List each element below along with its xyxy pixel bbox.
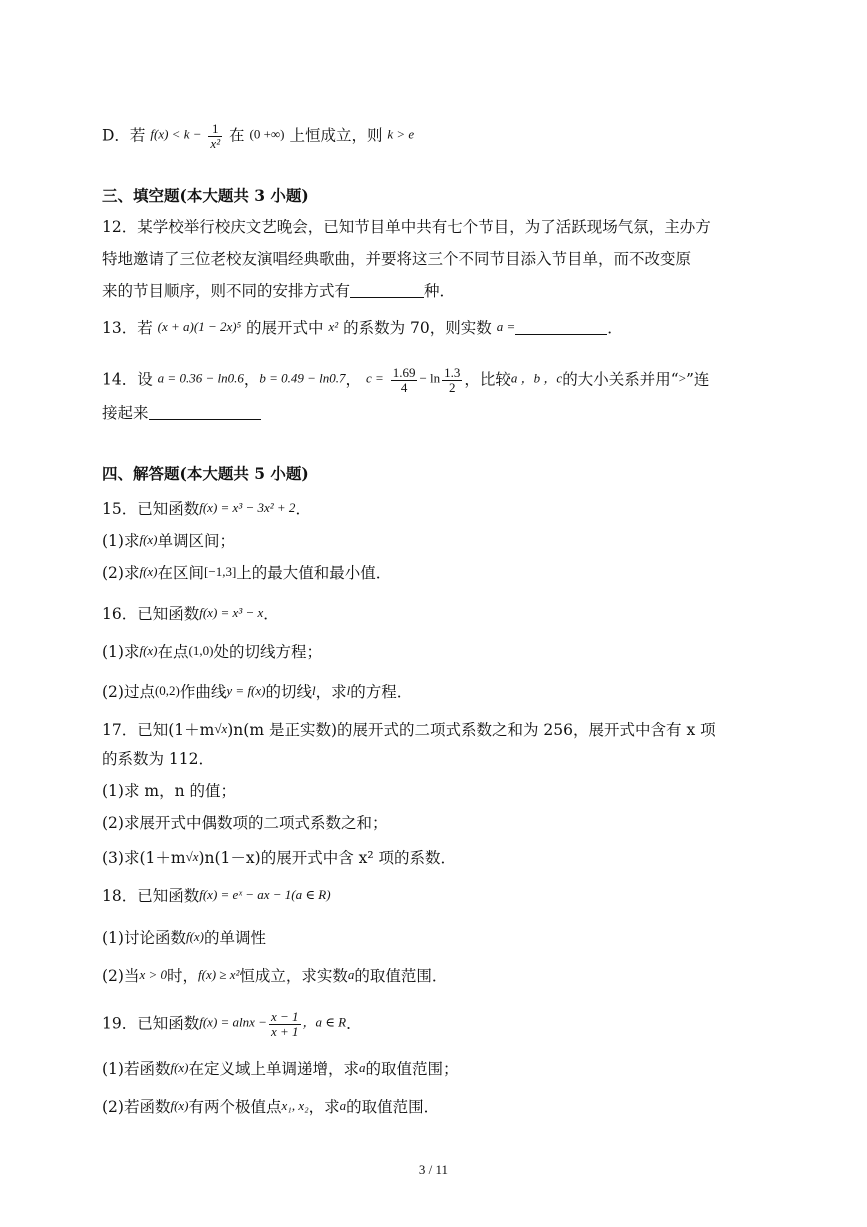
q11-option-d	[102, 122, 827, 151]
text: 15．已知函数	[102, 500, 200, 518]
section-heading-4: 四、解答题(本大题共 5 小题)	[102, 464, 309, 483]
math-expr: f(x) = eˣ − ax − 1(a ∈ R)	[199, 887, 331, 902]
text: ，比较	[464, 370, 511, 389]
math-expr: f(x) < k −	[150, 126, 202, 142]
text: )n(1－x)的展开式中含 x² 项的系数．	[198, 849, 457, 867]
frac-den: x + 1	[270, 1024, 299, 1039]
math-expr: y = f(x)	[226, 683, 266, 698]
frac-den: 4	[400, 380, 408, 395]
text: 恒成立，求实数	[239, 967, 348, 985]
math-expr: l	[312, 683, 316, 698]
text: 的取值范围．	[346, 1098, 440, 1116]
fraction	[442, 366, 462, 395]
math-expr: x₁, x₂	[281, 1098, 309, 1113]
math-expr: − ln	[419, 370, 441, 386]
q16	[102, 602, 827, 625]
math-sqrt: √x	[214, 721, 228, 736]
q19-part2	[102, 1095, 827, 1118]
q15-part2	[102, 561, 827, 584]
math-point: (1,0)	[188, 643, 214, 658]
math-expr: a = 0.36 − ln0.6	[157, 370, 244, 386]
text: 单调区间；	[157, 532, 236, 550]
text: 的取值范围．	[354, 967, 448, 985]
math-point: (0,2)	[154, 683, 180, 698]
text: ．	[263, 605, 279, 623]
text: 的取值范围；	[365, 1060, 459, 1078]
text: ，求	[308, 1098, 340, 1116]
q17-line2: 的系数为 112．	[102, 750, 215, 768]
q17-part3	[102, 846, 827, 869]
q18-part2	[102, 964, 827, 987]
math-expr: f(x)	[139, 643, 158, 658]
text: 在	[229, 126, 245, 145]
math-expr: b = 0.49 − ln0.7	[259, 370, 346, 386]
q16-part2	[102, 680, 827, 703]
math-expr: x²	[328, 319, 339, 334]
math-expr: a =	[496, 319, 516, 334]
math-expr: f(x)	[170, 1098, 189, 1113]
frac-num: 1.69	[392, 365, 416, 380]
q12-line1: 12．某学校举行校庆文艺晚会，已知节目单中共有七个节目，为了活跃现场气氛，主办方	[102, 218, 711, 236]
math-sqrt: √x	[185, 849, 199, 864]
math-expr: k > e	[387, 126, 415, 142]
math-expr: c =	[365, 370, 384, 386]
math-interval: (0 +∞)	[249, 126, 285, 142]
q17-part1: (1)求 m，n 的值；	[102, 782, 236, 800]
text: 的切线	[265, 683, 313, 701]
q17-part2: (2)求展开式中偶数项的二项式系数之和；	[102, 814, 388, 832]
text: (2)过点	[102, 683, 155, 701]
math-expr: >	[678, 370, 686, 386]
q18-part1	[102, 926, 827, 949]
answer-blank[interactable]	[149, 405, 261, 420]
text: ．	[346, 1014, 362, 1033]
q15	[102, 497, 827, 520]
text: ”连	[685, 370, 710, 389]
math-expr: f(x) = alnx −	[199, 1014, 267, 1030]
frac-num: 1	[208, 122, 222, 137]
text: 时，	[167, 967, 199, 985]
math-expr: l	[346, 683, 351, 698]
frac-num: 1.3	[444, 365, 461, 380]
fraction	[269, 1010, 301, 1039]
math-expr: (x + a)(1 − 2x)⁵	[157, 319, 242, 334]
text: 上恒成立，则	[289, 126, 383, 145]
text: 18．已知函数	[102, 887, 200, 905]
text: 在区间	[157, 564, 205, 582]
fraction	[208, 122, 222, 151]
text: (1)讨论函数	[102, 929, 186, 947]
text: 17．已知(1＋m	[102, 721, 215, 739]
q13	[102, 316, 827, 339]
text: 种．	[424, 282, 456, 300]
text: 作曲线	[179, 683, 227, 701]
math-expr: f(x)	[185, 929, 205, 944]
q17-line1	[102, 718, 827, 741]
q14-line1: 14．设 a = 0.36 − ln0.6，b = 0.49 − ln0.7， c = $\frac{1.69}{4}$ − ln $\frac{1.3}{2}$ ，比较a ，b ，c的大小关系并用“>”连	[102, 365, 710, 395]
text: 有两个极值点	[188, 1098, 282, 1116]
text: 的方程．	[350, 683, 413, 701]
text: (2)求	[102, 564, 140, 582]
frac-den: x²	[210, 136, 221, 151]
fraction	[391, 366, 418, 395]
q14-line2	[102, 402, 827, 424]
text: (1)求	[102, 532, 140, 550]
math-expr: a	[347, 967, 355, 982]
text: 上的最大值和最小值．	[236, 564, 392, 582]
text: 16．已知函数	[102, 605, 200, 623]
text: (1)求	[102, 643, 140, 661]
frac-num: x − 1	[270, 1009, 299, 1024]
text: (2)当	[102, 967, 140, 985]
q16-part1	[102, 640, 827, 663]
math-expr: f(x) = x³ − 3x² + 2	[199, 500, 296, 515]
q19	[102, 1010, 827, 1039]
text: (3)求(1＋m	[102, 849, 186, 867]
math-expr: a ，b ，c	[510, 370, 563, 386]
section-heading-3: 三、填空题(本大题共 3 小题)	[102, 186, 309, 205]
text: 处的切线方程；	[213, 643, 322, 661]
text: (1)若函数	[102, 1060, 171, 1078]
text: 来的节目顺序，则不同的安排方式有	[102, 282, 351, 300]
text: ．	[607, 319, 623, 337]
text: 的大小关系并用“	[562, 370, 679, 389]
math-expr: a	[339, 1098, 347, 1113]
math-expr: f(x) ≥ x²	[198, 967, 240, 982]
text: ．	[295, 500, 311, 518]
text: 14．设	[102, 370, 153, 389]
text: 的展开式中	[246, 319, 324, 337]
text: 在定义域上单调递增，求	[188, 1060, 360, 1078]
q19-part1	[102, 1057, 827, 1080]
math-expr: f(x)	[139, 532, 158, 547]
text: 的系数为 70，则实数	[343, 319, 492, 337]
math-expr: f(x)	[170, 1060, 189, 1075]
text: 的单调性	[204, 929, 267, 947]
answer-blank[interactable]	[515, 320, 607, 335]
q18	[102, 884, 827, 907]
frac-den: 2	[449, 380, 456, 395]
text: (2)若函数	[102, 1098, 171, 1116]
math-expr: ，a ∈ R	[302, 1014, 347, 1030]
math-interval: [−1,3]	[204, 564, 237, 579]
text: 13．若	[102, 319, 153, 337]
text: 在点	[157, 643, 189, 661]
q15-part1	[102, 529, 827, 552]
text: ，求	[315, 683, 347, 701]
math-expr: f(x)	[139, 564, 158, 579]
math-expr: x > 0	[139, 967, 168, 982]
text: )n(m 是正实数)的展开式的二项式系数之和为 256，展开式中含有 x 项	[227, 721, 716, 739]
text: 接起来	[102, 404, 149, 422]
math-expr: f(x) = x³ − x	[199, 605, 264, 620]
answer-blank[interactable]	[350, 283, 424, 298]
q12-line3	[102, 280, 827, 302]
option-label: D．若	[102, 126, 146, 145]
text: 19．已知函数	[102, 1014, 200, 1033]
q12-line2: 特地邀请了三位老校友演唱经典歌曲，并要将这三个不同节目添入节目单，而不改变原	[102, 250, 692, 268]
math-expr: a	[359, 1060, 366, 1075]
page-number: 3 / 11	[418, 1162, 449, 1177]
